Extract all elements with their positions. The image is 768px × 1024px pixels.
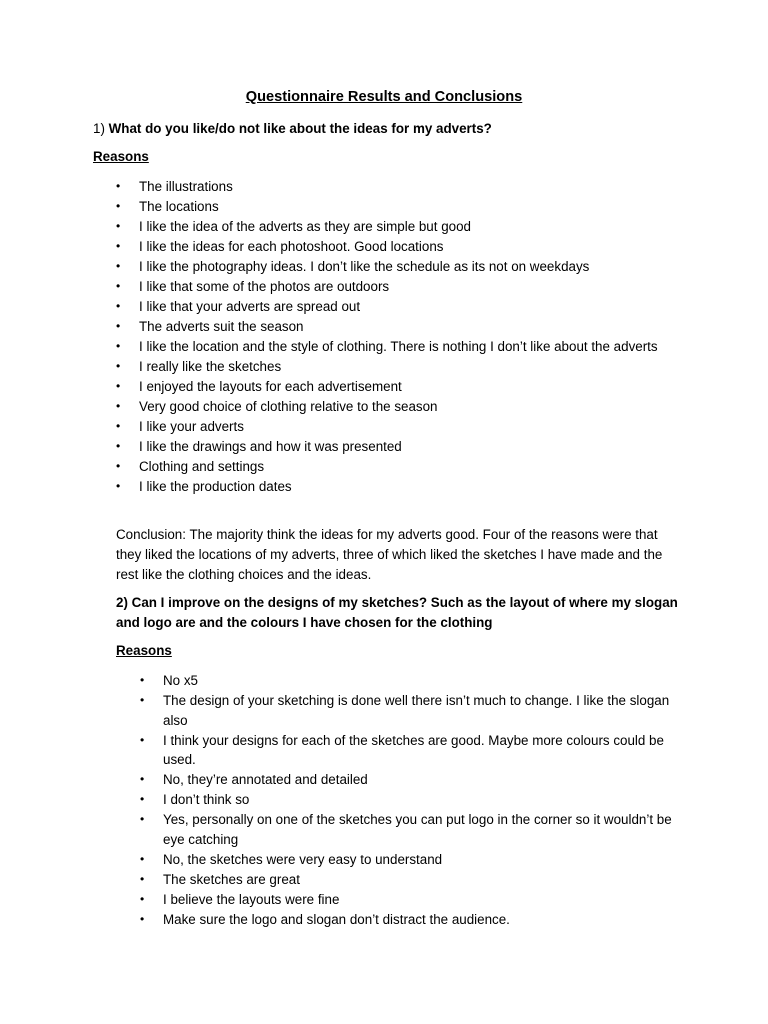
bullet-icon: • [116,479,121,493]
list-item-text: Make sure the logo and slogan don’t distract the audience. [163,911,510,927]
list-item-text: The locations [139,199,219,214]
reasons-list-2 [140,671,683,930]
list-item-text: The sketches are great [163,871,300,887]
list-item [140,691,683,730]
list-item-text: I enjoyed the layouts for each advertisement [139,379,402,394]
list-item [140,810,683,849]
list-item [116,417,679,437]
bullet-icon: • [140,772,145,786]
list-item-text: I really like the sketches [139,359,282,374]
bullet-icon: • [116,239,121,253]
bullet-icon: • [116,299,121,313]
bullet-icon: • [116,279,121,293]
list-item [116,337,679,357]
list-item [116,317,679,337]
list-item [140,870,683,890]
conclusion-text: Conclusion: The majority think the ideas for my adverts good. Four of the reasons were that they liked the locations of my adverts, three of which liked the sketches I have made and the rest like the clothing choices and the ideas. [116,527,663,582]
question-1-number: 1) [93,121,105,136]
reasons-list-1 [116,177,679,497]
list-item-text: I like the photography ideas. I don’t like the schedule as its not on weekdays [139,259,590,274]
question-1-text: What do you like/do not like about the ideas for my adverts? [108,121,492,136]
list-item [140,671,683,691]
list-item-text: I like the production dates [139,479,292,494]
bullet-icon: • [116,319,121,333]
question-1 [93,119,693,139]
bullet-icon: • [140,812,145,826]
reasons-label-2: Reasons [116,643,172,658]
list-item [140,910,683,930]
list-item-text: No x5 [163,673,198,688]
list-item [140,770,683,790]
list-item-text: No, they’re annotated and detailed [163,772,368,787]
list-item-text: Very good choice of clothing relative to the season [139,399,438,414]
list-item [116,397,679,417]
list-item [116,177,679,197]
list-item [116,377,679,397]
list-item-text: I like the drawings and how it was presented [139,439,402,454]
bullet-icon: • [140,851,145,866]
bullet-icon: • [140,732,145,747]
list-item [116,257,679,277]
list-item-text: I like that your adverts are spread out [139,299,361,314]
bullet-icon: • [140,911,145,926]
list-item [116,277,679,297]
list-item-text: The design of your sketching is done well there isn’t much to change. I like the slogan also [163,693,670,728]
bullet-icon: • [116,459,121,473]
bullet-icon: • [116,199,121,213]
bullet-icon: • [140,673,145,687]
list-item-text: I like the idea of the adverts as they are simple but good [139,219,471,234]
list-item-text: I like the location and the style of clothing. There is nothing I don’t like about the adverts [139,339,658,354]
list-item-text: I believe the layouts were fine [163,891,340,907]
list-item-text: I like that some of the photos are outdoors [139,279,390,294]
list-item-text: Clothing and settings [139,459,265,474]
bullet-icon: • [140,693,145,707]
list-item [116,217,679,237]
bullet-icon: • [116,379,121,393]
list-item [116,197,679,217]
list-item [140,890,683,910]
bullet-icon: • [116,219,121,233]
list-item [116,457,679,477]
list-item [116,357,679,377]
bullet-icon: • [116,419,121,433]
question-2 [116,593,696,633]
list-item [140,731,683,770]
list-item-text: Yes, personally on one of the sketches you can put logo in the corner so it wouldn’t be eye catching [163,812,672,847]
list-item [116,297,679,317]
bullet-icon: • [116,439,121,453]
list-item-text: I like the ideas for each photoshoot. Good locations [139,239,444,254]
list-item [116,237,679,257]
list-item [140,790,683,810]
bullet-icon: • [140,891,145,906]
list-item-text: I like your adverts [139,419,244,434]
bullet-icon: • [116,259,121,273]
reasons-label-1: Reasons [93,149,149,164]
bullet-icon: • [116,339,121,353]
page-title: Questionnaire Results and Conclusions [245,89,523,105]
list-item [116,437,679,457]
question-2-number: 2) [116,595,128,610]
bullet-icon: • [140,792,145,806]
list-item-text: The adverts suit the season [139,319,304,334]
list-item-text: No, the sketches were very easy to understand [163,851,443,867]
list-item [140,850,683,870]
list-item [116,477,679,497]
list-item-text: I don’t think so [163,792,250,807]
bullet-icon: • [116,399,121,413]
list-item-text: The illustrations [139,179,233,194]
bullet-icon: • [116,179,121,193]
question-2-text: Can I improve on the designs of my sketches? Such as the layout of where my slogan and logo are and the colours I have chosen for the clothing [116,595,678,630]
bullet-icon: • [116,359,121,373]
bullet-icon: • [140,871,145,886]
list-item-text: I think your designs for each of the sketches are good. Maybe more colours could be used. [163,732,664,767]
